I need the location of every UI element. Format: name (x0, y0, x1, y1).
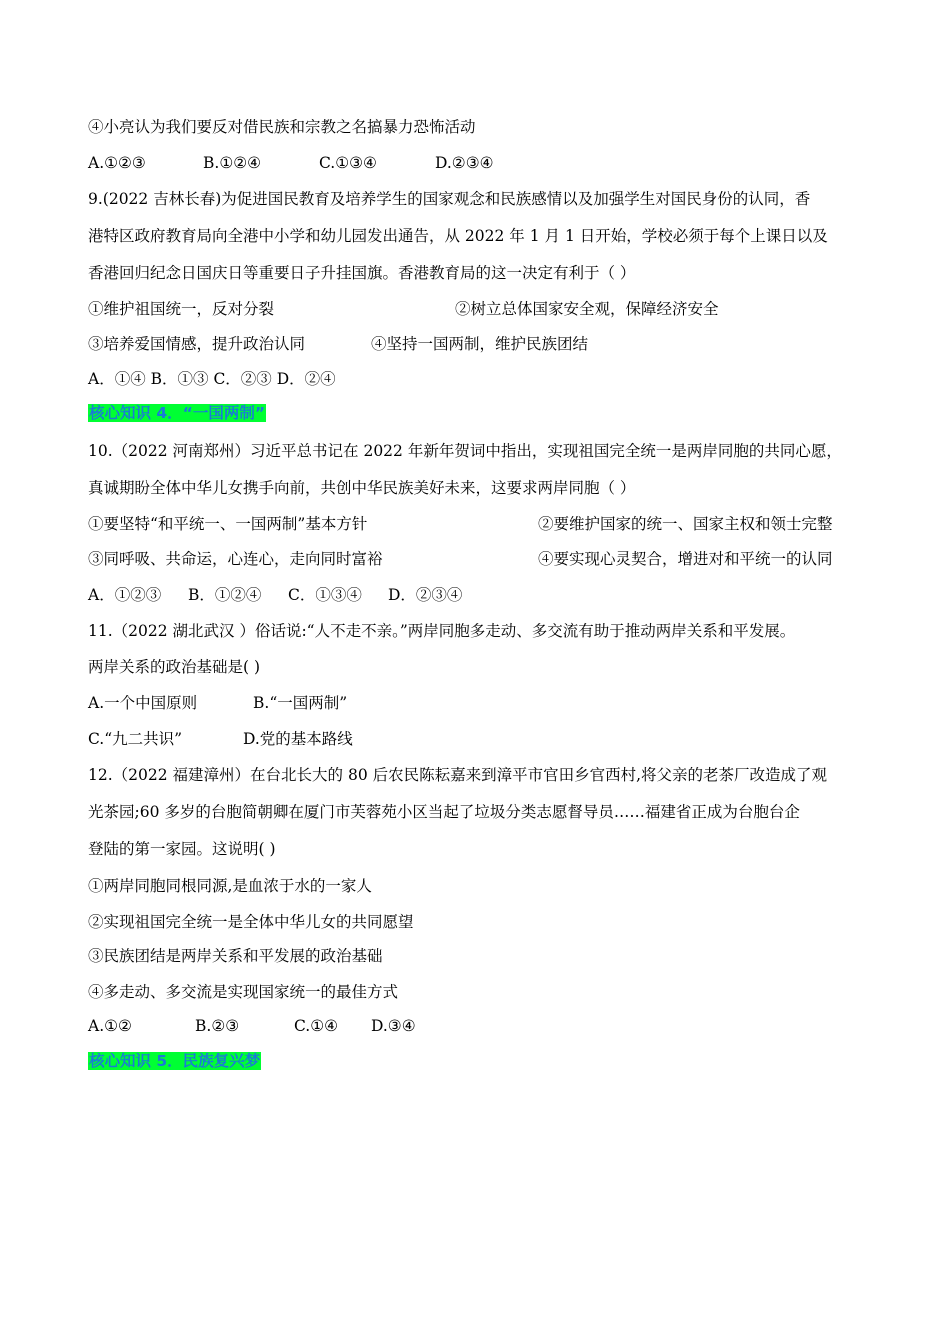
q8-item-4: ④小亮认为我们要反对借民族和宗教之名搞暴力恐怖活动 (88, 118, 476, 136)
heading-5-text: 核心知识 5．民族复兴梦 (89, 1052, 261, 1070)
q8-options (88, 153, 494, 173)
q12-item-3: ③民族团结是两岸关系和平发展的政治基础 (88, 947, 383, 965)
q12-stem-line-1: 12.（2022 福建漳州）在台北长大的 80 后农民陈耘嘉来到漳平市官田乡官西村,将父亲的老茶厂改造成了观 (88, 766, 828, 784)
q9-item-1: ①维护祖国统一，反对分裂 (88, 300, 275, 318)
q12-item-4: ④多走动、多交流是实现国家统一的最佳方式 (88, 983, 399, 1001)
q12-item-1: ①两岸同胞同根同源,是血浓于水的一家人 (88, 877, 372, 895)
q11-option-c: C.“九二共识” (88, 730, 183, 748)
q9-stem-line-1: 9.(2022 吉林长春)为促进国民教育及培养学生的国家观念和民族感情以及加强学生对国民身份的认同，香 (88, 190, 811, 208)
q10-item-3: ③同呼吸、共命运，心连心，走向同时富裕 (88, 550, 383, 568)
q9-item-3: ③培养爱国情感，提升政治认同 (88, 335, 306, 353)
q10-option-c: C．①③④ (288, 586, 362, 604)
q12-options (88, 1016, 416, 1036)
q9-stem-line-3: 香港回归纪念日国庆日等重要日子升挂国旗。香港教育局的这一决定有利于（ ） (88, 264, 636, 282)
q10-stem-line-1: 10.（2022 河南郑州）习近平总书记在 2022 年新年贺词中指出，实现祖国完全统一是两岸同胞的共同心愿， (88, 442, 842, 460)
section-heading-5 (88, 1051, 261, 1071)
q11-stem-line-2: 两岸关系的政治基础是( ) (88, 658, 261, 676)
q10-option-b: B．①②④ (188, 586, 262, 604)
q12-option-d: D.③④ (371, 1017, 416, 1035)
q12-option-c: C.①④ (294, 1017, 339, 1035)
q10-option-d: D．②③④ (388, 586, 463, 604)
q8-option-c: C.①③④ (319, 154, 377, 172)
q12-option-a: A.①② (88, 1017, 132, 1035)
q12-option-b: B.②③ (195, 1017, 240, 1035)
q9-stem-line-2: 港特区政府教育局向全港中小学和幼儿园发出通告，从 2022 年 1 月 1 日开始，学校必须于每个上课日以及 (88, 227, 828, 245)
q8-option-b: B.①②④ (203, 154, 262, 172)
q10-options (88, 585, 462, 605)
q10-item-1: ①要坚特“和平统一、一国两制”基本方针 (88, 515, 368, 533)
section-heading-4 (88, 403, 266, 423)
q11-stem-line-1: 11.（2022 湖北武汉 ）俗话说:“人不走不亲。”两岸同胞多走动、多交流有助于推动两岸关系和平发展。 (88, 622, 796, 640)
q8-option-d: D.②③④ (435, 154, 494, 172)
q11-options-row-1 (88, 693, 347, 713)
q9-item-2: ②树立总体国家安全观，保障经济安全 (455, 300, 719, 318)
q9-item-4: ④坚持一国两制，维护民族团结 (371, 335, 589, 353)
q10-item-2: ②要维护国家的统一、国家主权和领士完整 (538, 515, 833, 533)
q8-option-a: A.①②③ (88, 154, 146, 172)
q9-options: A．①④ B．①③ C．②③ D．②④ (88, 370, 336, 388)
q10-stem-line-2: 真诚期盼全体中华儿女携手向前，共创中华民族美好未来，这要求两岸同胞（ ） (88, 479, 636, 497)
q11-option-b: B.“一国两制” (253, 694, 348, 712)
q10-item-4: ④要实现心灵契合，增进对和平统一的认同 (538, 550, 833, 568)
q11-options-row-2 (88, 729, 353, 749)
q12-item-2: ②实现祖国完全统一是全体中华儿女的共同愿望 (88, 913, 414, 931)
q11-option-a: A.一个中国原则 (88, 694, 198, 712)
q11-option-d: D.党的基本路线 (243, 730, 353, 748)
q12-stem-line-3: 登陆的第一家园。这说明( ) (88, 840, 276, 858)
q10-option-a: A．①②③ (88, 586, 162, 604)
q12-stem-line-2: 光茶园;60 多岁的台胞简朝卿在厦门市芙蓉苑小区当起了垃圾分类志愿督导员……福建省正成为台胞台企 (88, 803, 800, 821)
heading-4-text: 核心知识 4．“一国两制” (89, 404, 266, 422)
